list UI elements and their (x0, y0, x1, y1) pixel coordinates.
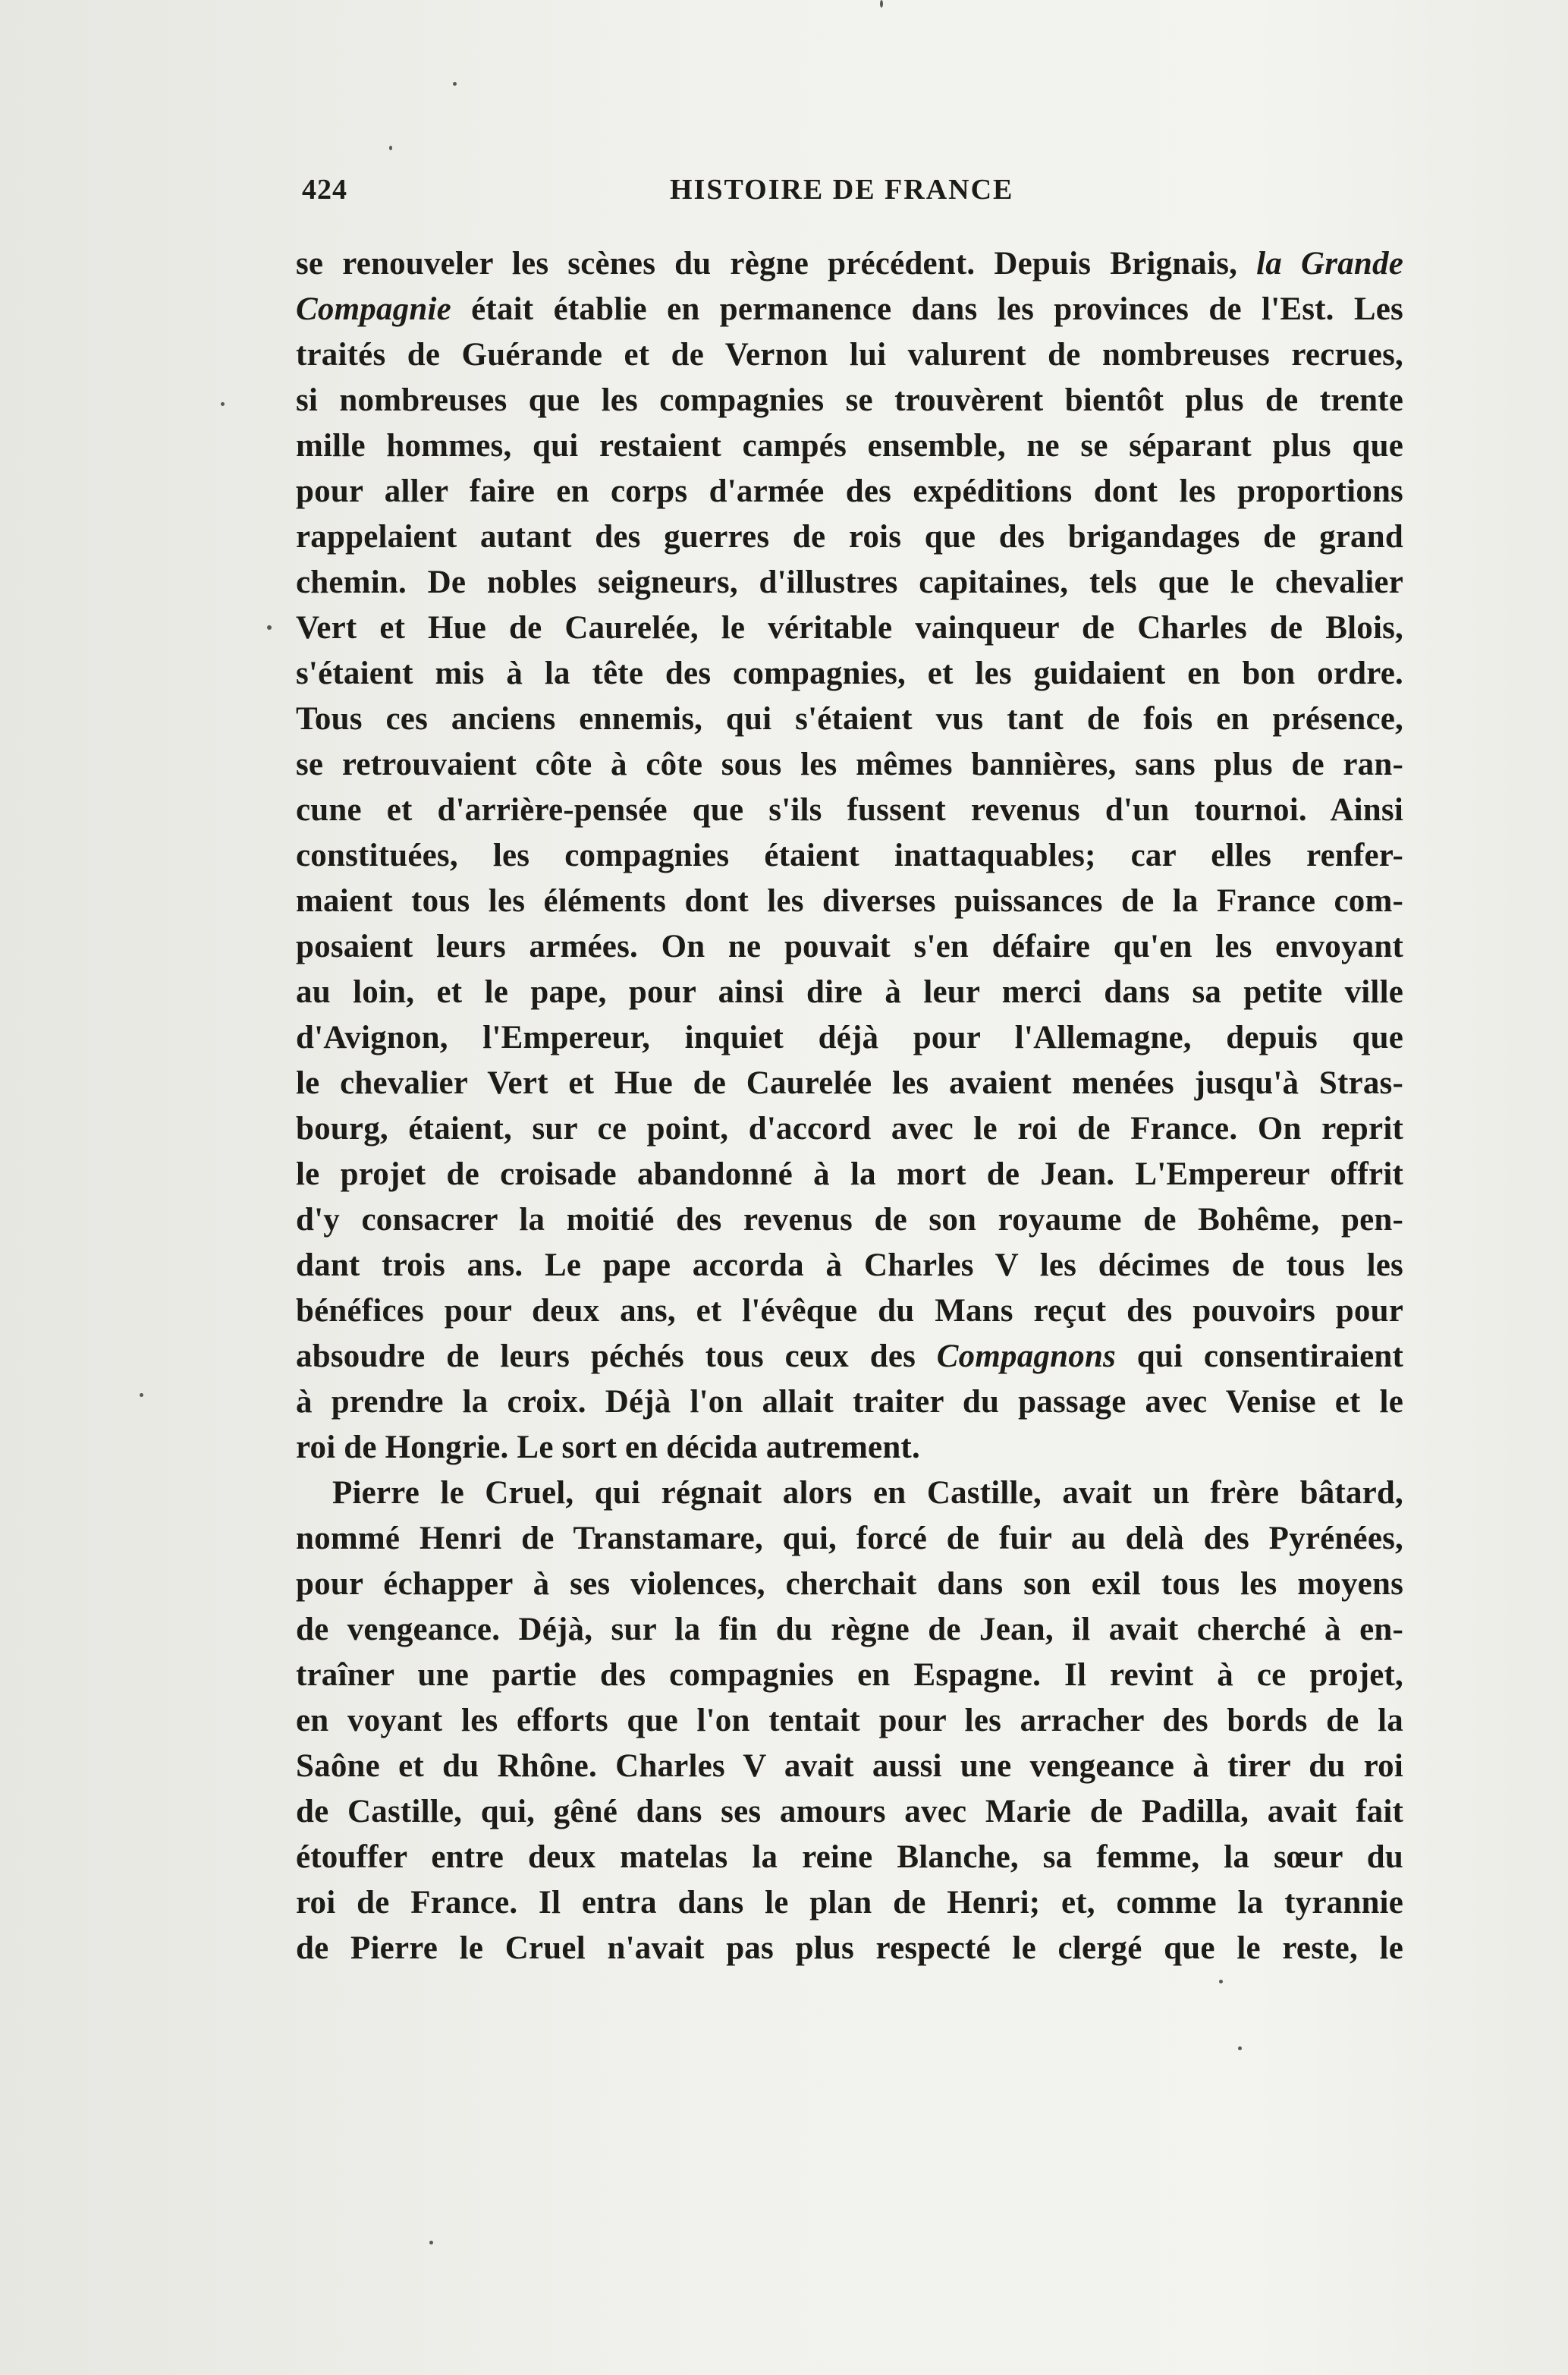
text-line: posaient leurs armées. On ne pouvait s'en défaire qu'en les envoyant (296, 929, 1403, 964)
ink-speck (140, 1393, 143, 1397)
main-text (296, 241, 1403, 1971)
ink-speck (389, 146, 392, 150)
text-line: roi de Hongrie. Le sort en décida autrement. (296, 1430, 920, 1465)
text-line: pour échapper à ses violences, cherchait dans son exil tous les moyens (296, 1566, 1403, 1602)
ink-speck (1219, 1980, 1223, 1983)
text-line: s'étaient mis à la tête des compagnies, et les guidaient en bon ordre. (296, 656, 1403, 691)
text-line: nommé Henri de Transtamare, qui, forcé de fuir au delà des Pyrénées, (296, 1521, 1403, 1556)
text-line: étouffer entre deux matelas la reine Blanche, sa femme, la sœur du (296, 1839, 1403, 1875)
text-line: de vengeance. Déjà, sur la fin du règne de Jean, il avait cherché à en- (296, 1612, 1403, 1647)
text-line: bourg, étaient, sur ce point, d'accord avec le roi de France. On reprit (296, 1111, 1403, 1147)
ink-speck (1238, 2046, 1242, 2050)
text-line: se renouveler les scènes du règne précédent. Depuis Brignais, la Grande (296, 246, 1403, 282)
text-line: bénéfices pour deux ans, et l'évêque du Mans reçut des pouvoirs pour (296, 1293, 1403, 1329)
text-line: roi de France. Il entra dans le plan de Henri; et, comme la tyrannie (296, 1885, 1403, 1920)
text-line: mille hommes, qui restaient campés ensemble, ne se séparant plus que (296, 428, 1403, 464)
text-line: de Castille, qui, gêné dans ses amours avec Marie de Padilla, avait fait (296, 1794, 1403, 1829)
text-line: Saône et du Rhône. Charles V avait aussi une vengeance à tirer du roi (296, 1748, 1403, 1784)
text-line: se retrouvaient côte à côte sous les mêmes bannières, sans plus de ran- (296, 747, 1403, 782)
text-line: d'y consacrer la moitié des revenus de son royaume de Bohême, pen- (296, 1202, 1403, 1238)
text-line: dant trois ans. Le pape accorda à Charles V les décimes de tous les (296, 1247, 1403, 1283)
text-line: à prendre la croix. Déjà l'on allait traiter du passage avec Venise et le (296, 1384, 1403, 1420)
ink-speck (453, 82, 457, 86)
text-line: cune et d'arrière-pensée que s'ils fussent revenus d'un tournoi. Ainsi (296, 792, 1403, 828)
text-line: Tous ces anciens ennemis, qui s'étaient vus tant de fois en présence, (296, 701, 1403, 737)
text-line: au loin, et le pape, pour ainsi dire à leur merci dans sa petite ville (296, 974, 1403, 1010)
ink-speck (267, 625, 272, 630)
text-line: rappelaient autant des guerres de rois que des brigandages de grand (296, 519, 1403, 555)
text-line: Compagnie était établie en permanence dans les provinces de l'Est. Les (296, 291, 1403, 327)
text-line: en voyant les efforts que l'on tentait pour les arracher des bords de la (296, 1703, 1403, 1738)
text-line: le chevalier Vert et Hue de Caurelée les avaient menées jusqu'à Stras- (296, 1065, 1403, 1101)
text-line: Pierre le Cruel, qui régnait alors en Castille, avait un frère bâtard, (332, 1475, 1403, 1511)
text-line: constituées, les compagnies étaient inattaquables; car elles renfer- (296, 838, 1403, 873)
text-line: maient tous les éléments dont les diverses puissances de la France com- (296, 883, 1403, 919)
text-line: le projet de croisade abandonné à la mort de Jean. L'Empereur offrit (296, 1156, 1403, 1192)
ink-speck (221, 402, 225, 406)
text-line: chemin. De nobles seigneurs, d'illustres capitaines, tels que le chevalier (296, 565, 1403, 600)
text-line: de Pierre le Cruel n'avait pas plus respecté le clergé que le reste, le (296, 1930, 1403, 1966)
text-line: d'Avignon, l'Empereur, inquiet déjà pour l'Allemagne, depuis que (296, 1020, 1403, 1055)
page-number: 424 (302, 174, 347, 206)
text-line: si nombreuses que les compagnies se trouvèrent bientôt plus de trente (296, 382, 1403, 418)
running-title: HISTOIRE DE FRANCE (670, 174, 1014, 206)
text-line: traîner une partie des compagnies en Espagne. Il revint à ce projet, (296, 1657, 1403, 1693)
text-line: Vert et Hue de Caurelée, le véritable vainqueur de Charles de Blois, (296, 610, 1403, 646)
text-line: traités de Guérande et de Vernon lui valurent de nombreuses recrues, (296, 337, 1403, 373)
italic-phrase: Compagnons (936, 1338, 1116, 1374)
ink-speck (429, 2241, 433, 2244)
text-line: absoudre de leurs péchés tous ceux des Compagnons qui consentiraient (296, 1338, 1403, 1374)
page-header (302, 167, 1409, 212)
italic-phrase: la Grande (1256, 246, 1403, 282)
text-line: pour aller faire en corps d'armée des expéditions dont les proportions (296, 473, 1403, 509)
ink-speck (880, 0, 883, 8)
italic-phrase: Compagnie (296, 291, 451, 327)
